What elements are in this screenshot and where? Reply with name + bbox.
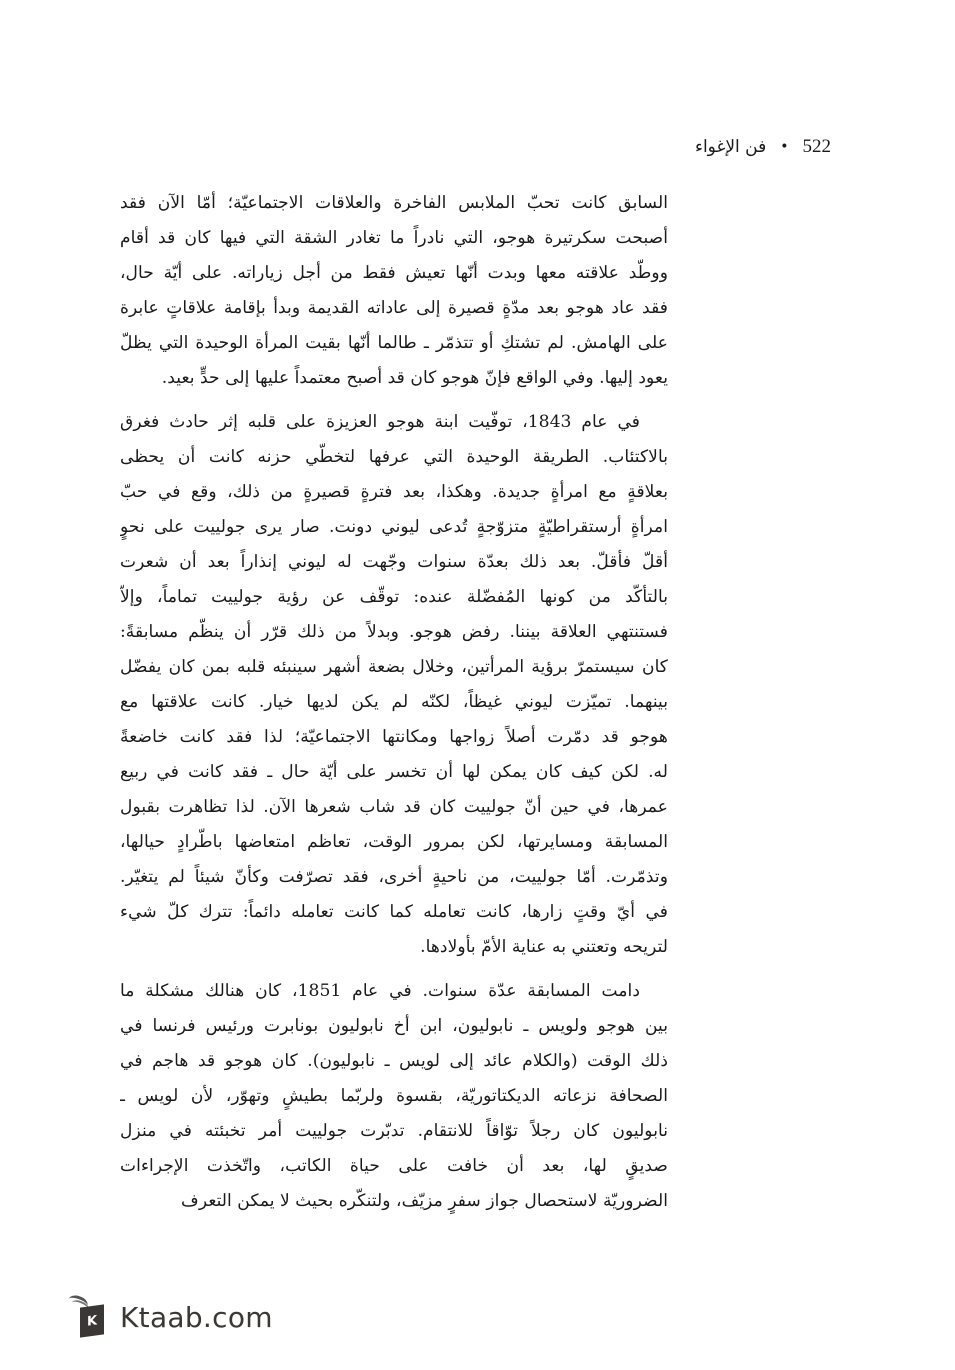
paragraph	[120, 974, 668, 1219]
body-text	[120, 186, 668, 1228]
text-line: عمرها، في حين أنّ جولييت كان قد شاب شعرها الآن. لذا تظاهرت بقبول	[120, 797, 668, 817]
text-line: ووطّد علاقته معها وبدت أنّها تعيش فقط من أجل زياراته. على أيّة حال،	[120, 263, 668, 283]
book-icon: K	[66, 1294, 112, 1340]
text-line: الضروريّة لاستحصال جواز سفرٍ مزيّف، ولتنكّره بحيث لا يمكن التعرف	[181, 1191, 668, 1211]
text-line: أقلّ فأقلّ. بعد ذلك بعدّة سنوات وجّهت له ليوني إنذاراً بعد أن شعرت	[120, 552, 668, 572]
paragraph	[120, 186, 668, 396]
text-line: هوجو قد دمّرت أصلاً زواجها ومكانتها الاجتماعيّة؛ لذا فقد كانت خاضعةً	[120, 727, 668, 747]
text-line: بعلاقةٍ مع امرأةٍ جديدة. وهكذا، بعد فترةٍ قصيرةٍ من ذلك، وقع في حبّ	[120, 482, 668, 502]
text-line: بينهما. تميّزت ليوني غيظاً، لكنّه لم يكن لديها خيار. كانت علاقتها مع	[120, 692, 668, 712]
text-line: وتذمّرت. أمّا جولييت، من ناحيةٍ أخرى، فقد تصرّفت وكأنّ شيئاً لم يتغيّر.	[120, 867, 668, 887]
text-line: في عام 1843، توفّيت ابنة هوجو العزيزة على قلبه إثر حادث فغرق	[120, 412, 640, 432]
text-line: الصحافة نزعاته الديكتاتوريّة، بقسوة ولربّما بطيشٍ وتهوّر، لأن لويس ـ	[120, 1086, 668, 1106]
text-line: فستنتهي العلاقة بيننا. رفض هوجو. وبدلاً من ذلك قرّر أن ينظّم مسابقةً:	[120, 622, 668, 642]
text-line: له. لكن كيف كان يمكن لها أن تخسر على أيّة حال ـ فقد كانت في ربيع	[120, 762, 668, 782]
text-line: بالتأكّد من كونها المُفضّلة عنده: توقّف عن رؤية جولييت تماماً، وإلاّ	[120, 587, 668, 607]
text-line: لتريحه وتعتني به عناية الأمّ بأولادها.	[420, 937, 668, 957]
running-header	[695, 136, 831, 158]
text-line: في أيّ وقتٍ زارها، كانت تعامله كما كانت تعامله دائماً: تترك كلّ شيء	[120, 902, 668, 922]
text-line: صديقٍ لها، بعد أن خافت على حياة الكاتب، واتّخذت الإجراءات	[120, 1156, 668, 1176]
brand-name: Ktaab.com	[120, 1300, 273, 1334]
text-line: امرأةٍ أرستقراطيّةٍ متزوّجةٍ تُدعى ليوني دونت. صار يرى جولييت على نحوٍ	[120, 517, 668, 537]
bullet-separator: •	[780, 139, 789, 155]
text-line: السابق كانت تحبّ الملابس الفاخرة والعلاقات الاجتماعيّة؛ أمّا الآن فقد	[120, 193, 668, 213]
ktaab-logo	[66, 1294, 273, 1340]
text-line: كان سيستمرّ برؤية المرأتين، وخلال بضعة أشهر سينبئه قلبه بمن كان يفضّل	[120, 657, 668, 677]
text-line: دامت المسابقة عدّة سنوات. في عام 1851، كان هنالك مشكلة ما	[120, 981, 640, 1001]
text-line: بين هوجو ولويس ـ نابوليون، ابن أخ نابوليون بونابرت ورئيس فرنسا في	[120, 1016, 668, 1036]
text-line: فقد عاد هوجو بعد مدّةٍ قصيرة إلى عاداته القديمة وبدأ بإقامة علاقاتٍ عابرة	[120, 298, 668, 318]
page-number: 522	[802, 136, 831, 157]
text-line: على الهامش. لم تشتكِ أو تتذمّر ـ طالما أنّها بقيت المرأة الوحيدة التي يظلّ	[120, 333, 668, 353]
text-line: بالاكتئاب. الطريقة الوحيدة التي عرفها لتخطّي حزنه كانت أن يحظى	[120, 447, 668, 467]
text-line: ذلك الوقت (والكلام عائد إلى لويس ـ نابوليون). كان هوجو قد هاجم في	[120, 1051, 668, 1071]
text-line: يعود إليها. وفي الواقع فإنّ هوجو كان قد أصبح معتمداً عليها إلى حدٍّ بعيد.	[161, 368, 668, 388]
text-line: المسابقة ومسايرتها، لكن بمرور الوقت، تعاظم امتعاضها باطّرادٍ حيالها،	[120, 832, 668, 852]
text-line: نابوليون كان رجلاً توّاقاً للانتقام. تدبّرت جولييت أمر تخبئته في منزل	[120, 1121, 668, 1141]
paragraph	[120, 405, 668, 965]
text-line: أصبحت سكرتيرة هوجو، التي نادراً ما تغادر الشقة التي فيها كان قد أقام	[120, 228, 668, 248]
running-title: فن الإغواء	[694, 137, 767, 157]
